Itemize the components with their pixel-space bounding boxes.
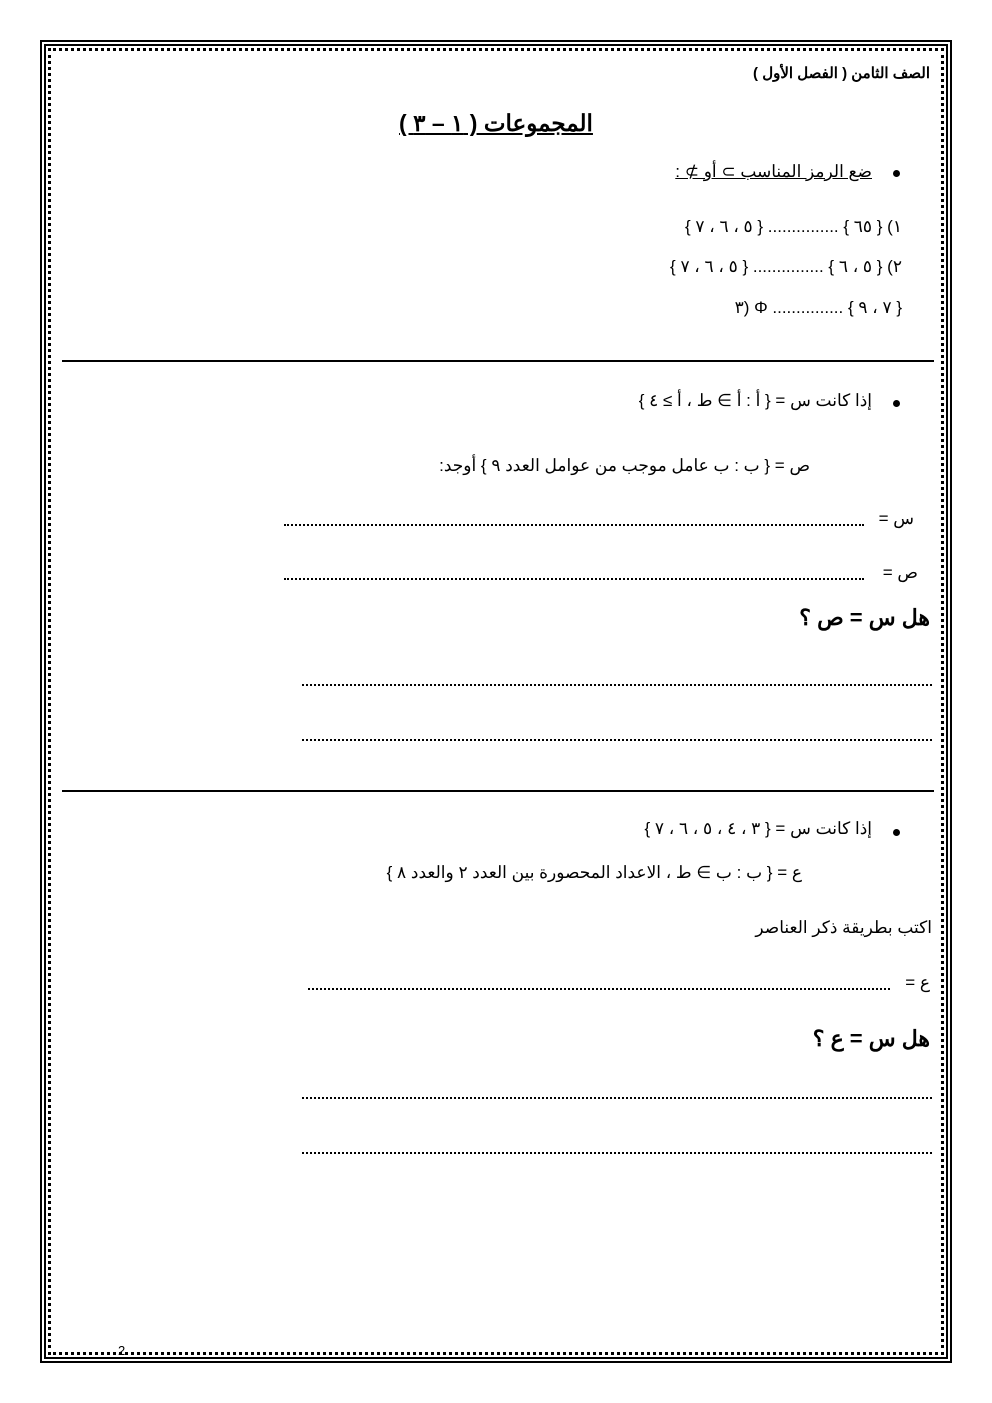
answer-line[interactable] (302, 1152, 932, 1154)
bullet-icon (893, 170, 900, 177)
answer-line[interactable] (302, 739, 932, 741)
answer-label-a: ع = (905, 973, 930, 992)
section2-line-2: ص = { ب : ب عامل موجب من عوامل العدد ٩ } أوجد: (439, 456, 810, 475)
answer-label-p: ص = (882, 563, 918, 582)
answer-line[interactable] (302, 684, 932, 686)
answer-line[interactable] (302, 1097, 932, 1099)
bullet-icon (893, 400, 900, 407)
section3-line-1: إذا كانت س = { ٣ ، ٤ ، ٥ ، ٦ ، ٧ } (644, 819, 872, 838)
answer-line-p[interactable] (284, 578, 864, 580)
section2-line-1: إذا كانت س = { أ : أ ∋ ط ، أ ≥ ٤ } (638, 391, 872, 410)
page-number: 2 (118, 1343, 126, 1358)
page-title: المجموعات ( ١ – ٣ ) (399, 110, 593, 136)
section-divider (62, 360, 934, 362)
section3-instruction: اكتب بطريقة ذكر العناصر (755, 918, 932, 937)
bullet-icon (893, 829, 900, 836)
question-s-equals-a: هل س = ع ؟ (812, 1026, 930, 1051)
section1-item-2: ٢) { ٥ ، ٦ } ............... { ٥ ، ٦ ، ٧ } (670, 257, 902, 276)
section1-item-1: ١) { ٦٥ } ............... { ٥ ، ٦ ، ٧ } (684, 217, 902, 236)
section3-line-2: ع = { ب : ب ∋ ط ، الاعداد المحصورة بين العدد ٢ والعدد ٨ } (386, 863, 802, 882)
answer-label-s: س = (878, 509, 914, 528)
question-s-equals-p: هل س = ص ؟ (799, 605, 930, 630)
answer-line-a[interactable] (308, 988, 890, 990)
page-border (40, 40, 952, 1363)
section1-item-3: ٣) Φ ............... { ٧ ، ٩ } (734, 298, 902, 317)
section1-instruction: ضع الرمز المناسب ⊃ أو ⊅ : (675, 162, 872, 181)
grade-header: الصف الثامن ( الفصل الأول ) (753, 65, 930, 82)
answer-line-s[interactable] (284, 524, 864, 526)
section-divider (62, 790, 934, 792)
